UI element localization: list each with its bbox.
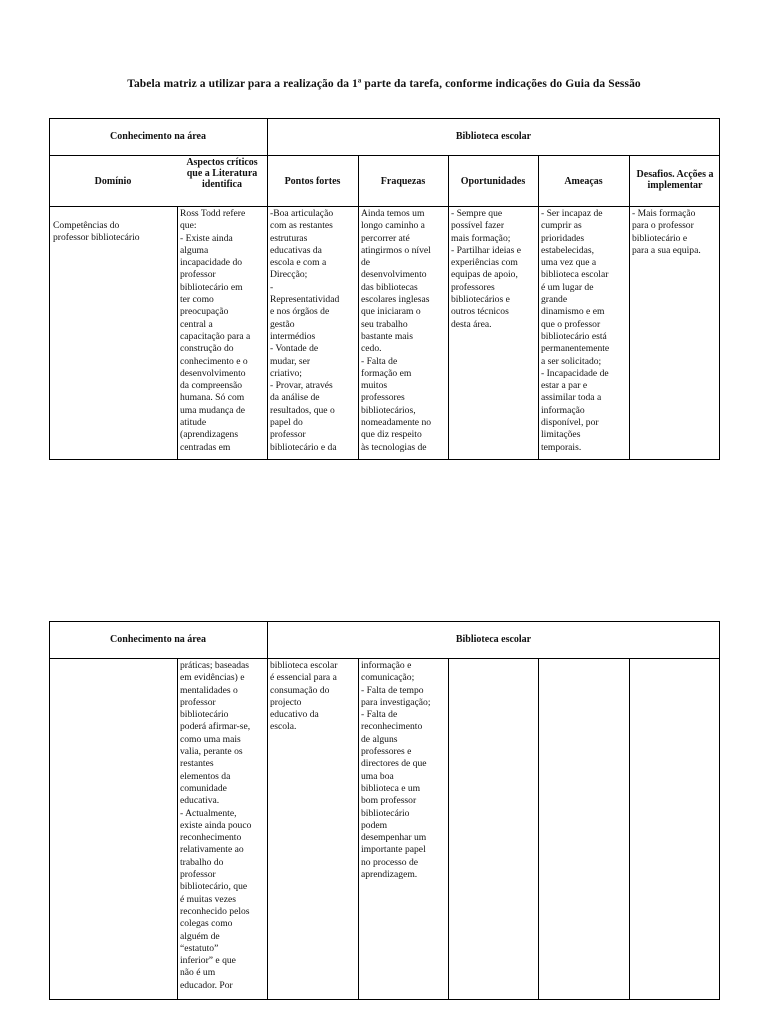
- col-divider: [538, 155, 539, 460]
- col-divider: [629, 658, 630, 1000]
- col-divider: [448, 155, 449, 460]
- col-divider: [538, 658, 539, 1000]
- page-title: Tabela matriz a utilizar para a realização da 1ª parte da tarefa, conforme indicações do Guia da Sessão: [127, 78, 641, 90]
- cell-ameacas: - Ser incapaz de cumprir as prioridades estabelecidas, uma vez que a biblioteca escolar é um lugar de grande dinamismo e em que o professor bibliotecário está permanentemente a ser solicitado; - Incapacidade de estar a par e assimilar toda a informação disponível, por limitações temporais.: [541, 208, 610, 453]
- col-header-aspectos: Aspectos críticos que a Literatura identifica: [186, 157, 258, 190]
- col-divider: [177, 658, 178, 1000]
- swot-table-1: [49, 118, 720, 460]
- cell-aspectos: Ross Todd refere que: - Existe ainda alguma incapacidade do professor bibliotecário em ter como preocupação central a capacitação para a construção do conhecimento e o desenvolvimento da compreensão humana. Só com uma mudança de atitude (aprendizagens centradas em: [180, 208, 251, 453]
- cell-fraquezas: informação e comunicação; - Falta de tempo para investigação; - Falta de reconhecimento de alguns professores e directores de que uma boa biblioteca e um bom professor bibliotecário podem desempenhar um importante papel no processo de aprendizagem.: [361, 660, 431, 881]
- col-divider: [448, 658, 449, 1000]
- header-conhecimento: Conhecimento na área: [110, 634, 206, 645]
- header-biblioteca-escolar: Biblioteca escolar: [455, 131, 532, 142]
- header-divider: [49, 155, 720, 156]
- col-divider: [267, 621, 268, 1000]
- col-header-fraquezas: Fraquezas: [380, 176, 426, 187]
- col-divider: [629, 155, 630, 460]
- col-header-desafios: Desafios. Acções a implementar: [636, 169, 714, 191]
- col-header-oportunidades: Oportunidades: [460, 176, 526, 187]
- col-divider: [177, 206, 178, 460]
- col-divider: [267, 118, 268, 460]
- col-header-pontos-fortes: Pontos fortes: [284, 176, 341, 187]
- cell-dominio: Competências do professor bibliotecário: [53, 220, 140, 244]
- col-header-dominio: Domínio: [94, 176, 132, 187]
- cell-fraquezas: Ainda temos um longo caminho a percorrer até atingirmos o nível de desenvolvimento das bibliotecas escolares inglesas que iniciaram o seu trabalho bastante mais cedo. - Falta de formação em muitos professores bibliotecários, nomeadamente no que diz respeito às tecnologias de: [361, 208, 432, 453]
- cell-pontos-fortes: biblioteca escolar é essencial para a consumação do projecto educativo da escola.: [270, 660, 338, 733]
- cell-aspectos: práticas; baseadas em evidências) e mentalidades o professor bibliotecário poderá afirmar-se, como uma mais valia, perante os restantes elementos da comunidade educativa. - Actualmente, existe ainda pouco reconhecimento relativamente ao trabalho do professor bibliotecário, que é muitas vezes reconhecido pelos colegas como alguém de “estatuto” inferior” e que não é um educador. Por: [180, 660, 252, 991]
- col-divider: [358, 155, 359, 460]
- header-divider: [49, 658, 720, 659]
- header-conhecimento: Conhecimento na área: [110, 131, 206, 142]
- column-header-divider: [49, 206, 720, 207]
- header-biblioteca-escolar: Biblioteca escolar: [455, 634, 532, 645]
- cell-pontos-fortes: -Boa articulação com as restantes estruturas educativas da escola e com a Direcção; - Representatividad e nos órgãos de gestão intermédios - Vontade de mudar, ser criativo; - Provar, através da análise de resultados, que o papel do professor bibliotecário e da: [270, 208, 340, 453]
- cell-oportunidades: - Sempre que possível fazer mais formação; - Partilhar ideias e experiências com equipas de apoio, professores bibliotecários e outros técnicos desta área.: [451, 208, 522, 330]
- col-divider: [358, 658, 359, 1000]
- col-header-ameacas: Ameaças: [564, 176, 603, 187]
- swot-table-2: [49, 621, 720, 1000]
- cell-desafios: - Mais formação para o professor bibliotecário e para a sua equipa.: [632, 208, 701, 256]
